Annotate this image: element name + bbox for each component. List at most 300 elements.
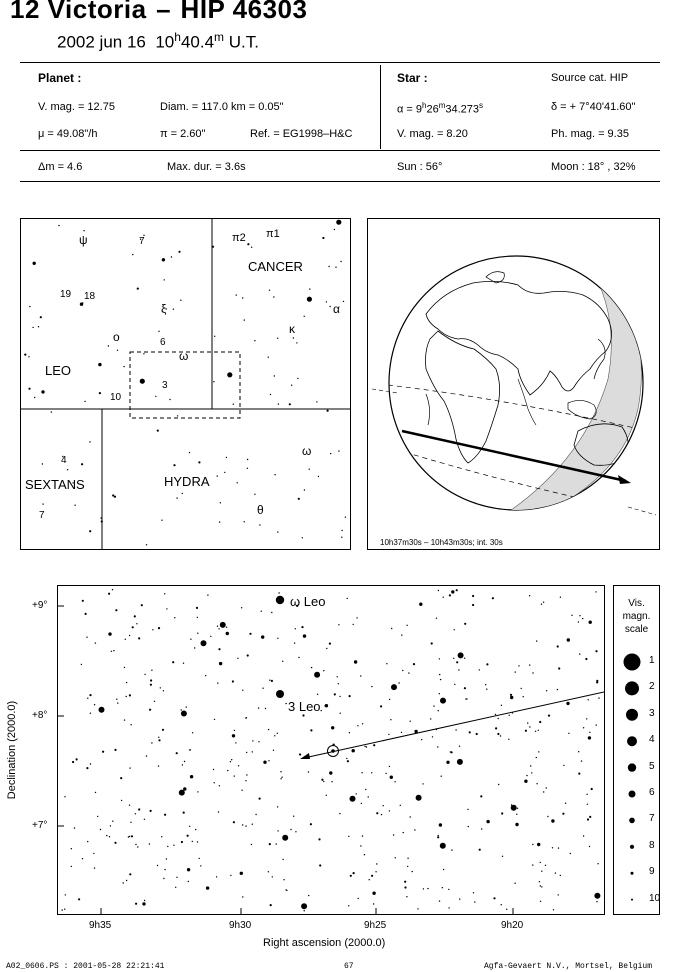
background-star <box>190 639 191 640</box>
background-star <box>152 629 153 630</box>
background-star <box>220 502 221 503</box>
background-star <box>381 814 382 815</box>
background-star <box>308 771 309 772</box>
background-star <box>309 288 310 289</box>
background-star <box>354 660 357 663</box>
background-star <box>532 844 533 845</box>
background-star <box>403 832 404 833</box>
background-star <box>459 898 460 899</box>
label-18-leo: 18 <box>84 291 96 302</box>
background-star <box>123 366 124 367</box>
background-star <box>571 615 572 616</box>
background-star <box>529 664 530 665</box>
background-star <box>510 694 512 696</box>
y-axis-label: Declination (2000.0) <box>6 700 18 800</box>
background-star <box>162 729 164 731</box>
background-star <box>541 886 542 887</box>
background-star <box>501 904 502 905</box>
background-star <box>176 497 177 498</box>
background-star <box>401 634 402 635</box>
background-star <box>150 679 152 681</box>
background-star <box>245 780 246 781</box>
background-star <box>552 847 553 848</box>
background-star <box>158 627 160 629</box>
background-star <box>360 675 361 676</box>
asteroid-name: 12 Victoria <box>10 0 147 24</box>
background-star <box>543 602 544 603</box>
background-star <box>406 896 407 897</box>
background-star <box>307 297 312 302</box>
background-star <box>259 524 260 525</box>
background-star <box>356 617 357 618</box>
background-star <box>64 909 65 910</box>
background-star <box>495 727 497 729</box>
background-star <box>557 645 559 647</box>
background-star <box>548 715 550 717</box>
background-star <box>235 742 236 743</box>
background-star <box>430 718 431 719</box>
background-star <box>146 544 147 545</box>
background-star <box>89 441 90 442</box>
background-star <box>493 897 495 899</box>
background-star <box>117 702 118 703</box>
background-star <box>335 267 336 268</box>
background-star <box>71 848 72 849</box>
mag-dot-5 <box>628 763 636 771</box>
label-4-sex: 4 <box>61 455 67 466</box>
background-star <box>326 301 327 302</box>
background-star <box>340 713 341 714</box>
background-star <box>206 886 209 889</box>
background-star <box>150 810 152 812</box>
background-star <box>82 302 83 303</box>
background-star <box>158 737 159 738</box>
background-star <box>373 903 374 904</box>
background-star <box>588 699 589 700</box>
background-star <box>182 493 183 494</box>
background-star <box>589 621 592 624</box>
background-star <box>427 888 428 889</box>
background-star <box>538 751 539 752</box>
background-star <box>220 622 226 628</box>
mag-dot-7 <box>629 818 635 824</box>
background-star <box>113 650 114 651</box>
background-star <box>132 626 134 628</box>
background-star <box>321 779 323 781</box>
path-limit-south-ext <box>628 507 656 515</box>
label-omega-leo: ω <box>179 349 189 363</box>
background-star <box>329 643 331 645</box>
background-star <box>586 718 587 719</box>
background-star <box>246 752 247 753</box>
background-star <box>348 905 349 906</box>
background-star <box>178 251 180 253</box>
background-star <box>597 863 598 864</box>
background-star <box>498 718 499 719</box>
background-star <box>365 789 366 790</box>
background-star <box>440 843 446 849</box>
background-star <box>158 331 159 332</box>
background-star <box>451 751 453 753</box>
background-star <box>318 476 319 477</box>
background-star <box>277 638 278 639</box>
background-star <box>578 751 579 752</box>
background-star <box>216 876 217 877</box>
background-star <box>416 795 422 801</box>
background-star <box>562 813 564 815</box>
background-star <box>205 675 206 676</box>
background-star <box>568 733 569 734</box>
background-star <box>361 772 362 773</box>
mag-label-10: 10 <box>649 892 661 904</box>
label-7-leo: 7 <box>139 236 145 247</box>
label-xi-leo: ξ <box>161 302 167 316</box>
mag-label-5: 5 <box>649 760 655 772</box>
background-star <box>310 729 312 731</box>
background-star <box>540 862 541 863</box>
background-star <box>268 357 269 358</box>
background-star <box>76 758 78 760</box>
background-star <box>289 403 291 405</box>
star-designation: HIP 46303 <box>180 0 308 24</box>
mag-scale-svg <box>614 586 659 914</box>
background-star <box>201 640 207 646</box>
background-star <box>218 628 219 629</box>
background-star <box>258 707 259 708</box>
background-star <box>376 863 377 864</box>
background-star <box>304 489 305 490</box>
background-star <box>114 842 116 844</box>
background-star <box>210 636 211 637</box>
background-star <box>458 652 464 658</box>
mag-dot-3 <box>626 709 638 721</box>
background-star <box>166 608 167 609</box>
background-star <box>144 900 145 901</box>
background-star <box>567 638 570 641</box>
background-star <box>558 847 559 848</box>
background-star <box>164 279 165 280</box>
background-star <box>213 381 214 382</box>
background-star <box>591 788 593 790</box>
background-star <box>259 798 261 800</box>
background-star <box>431 642 433 644</box>
background-star <box>501 705 502 706</box>
background-star <box>197 617 198 618</box>
event-hour: 10 <box>155 32 175 52</box>
label-3-leo-chart: 3 Leo <box>288 699 321 714</box>
background-star <box>587 804 588 805</box>
background-star <box>543 791 544 792</box>
planet-motion: μ = 49.08"/h <box>38 128 98 140</box>
background-star <box>95 642 96 643</box>
background-star <box>570 853 571 854</box>
background-star <box>64 796 65 797</box>
background-star <box>360 845 361 846</box>
background-star <box>525 730 527 732</box>
background-star <box>551 819 554 822</box>
label-omega-hya: ω <box>302 444 312 458</box>
background-star <box>598 697 599 698</box>
background-star <box>42 503 43 504</box>
background-star <box>94 704 95 705</box>
background-star <box>176 752 178 754</box>
mag-scale-title-2: magn. <box>622 611 651 622</box>
background-star <box>302 537 303 538</box>
background-star <box>582 618 583 619</box>
star-right-ascension <box>397 101 483 116</box>
background-star <box>469 731 471 733</box>
background-star <box>176 877 177 878</box>
planet-diameter: Diam. = 117.0 km = 0.05" <box>160 101 284 113</box>
mag-dot-4 <box>627 736 637 746</box>
background-star <box>131 835 133 837</box>
background-star <box>362 835 363 836</box>
background-star <box>539 721 541 723</box>
background-star <box>339 696 340 697</box>
background-star <box>41 390 44 393</box>
background-star <box>372 892 375 895</box>
background-star <box>439 693 440 694</box>
background-star <box>230 761 231 762</box>
star-omega-leo <box>276 596 284 604</box>
background-star <box>291 385 292 386</box>
background-star <box>270 904 272 906</box>
background-star <box>440 679 441 680</box>
background-star <box>285 889 286 890</box>
background-star <box>150 684 152 686</box>
background-star <box>234 775 235 776</box>
background-star <box>137 846 138 847</box>
background-star <box>32 327 33 328</box>
background-star <box>439 823 442 826</box>
background-star <box>106 835 107 836</box>
background-star <box>578 621 579 622</box>
background-star <box>129 767 130 768</box>
background-star <box>277 733 278 734</box>
background-star <box>169 399 170 400</box>
label-19-leo: 19 <box>60 289 72 300</box>
background-star <box>112 494 114 496</box>
background-star <box>361 803 362 804</box>
moon-info: Moon : 18° , 32% <box>551 161 636 173</box>
background-star <box>340 261 341 262</box>
background-star <box>515 823 518 826</box>
dec-tick-9: +9° <box>32 600 48 611</box>
background-star <box>184 761 185 762</box>
background-star <box>410 816 411 817</box>
background-star <box>373 744 375 746</box>
background-star <box>413 663 415 665</box>
track-arrowhead <box>300 753 310 759</box>
background-star <box>546 690 547 691</box>
background-star <box>277 830 278 831</box>
background-star <box>390 776 393 779</box>
background-star <box>579 653 580 654</box>
background-star <box>99 392 101 394</box>
label-3-leo: 3 <box>162 380 168 391</box>
background-star <box>277 531 278 532</box>
mag-dot-10 <box>631 899 633 901</box>
star-vmag: V. mag. = 8.20 <box>397 128 468 140</box>
background-star <box>316 401 317 402</box>
background-star <box>231 759 232 760</box>
mag-label-3: 3 <box>649 707 655 719</box>
mag-scale-title-3: scale <box>624 624 649 635</box>
label-leo: LEO <box>45 363 72 378</box>
background-star <box>302 714 304 716</box>
background-star <box>85 613 87 615</box>
background-star <box>326 648 327 649</box>
background-star <box>154 701 155 702</box>
background-star <box>171 256 172 257</box>
background-star <box>269 290 270 291</box>
background-star <box>129 873 131 875</box>
background-star <box>271 612 272 613</box>
mag-label-4: 4 <box>649 734 655 746</box>
background-star <box>538 730 539 731</box>
x-axis-label: Right ascension (2000.0) <box>263 937 386 949</box>
background-star <box>518 665 519 666</box>
background-star <box>536 783 537 784</box>
ra-tick-920: 9h20 <box>501 920 524 931</box>
background-star <box>353 872 355 874</box>
background-star <box>230 875 231 876</box>
background-star <box>219 521 220 522</box>
background-star <box>151 742 152 743</box>
background-star <box>406 625 407 626</box>
background-star <box>565 803 566 804</box>
background-star <box>188 881 189 882</box>
background-star <box>407 866 408 867</box>
background-star <box>383 805 384 806</box>
background-star <box>443 869 444 870</box>
background-star <box>557 689 558 690</box>
background-star <box>329 771 332 774</box>
background-star <box>456 661 458 663</box>
background-star <box>511 805 517 811</box>
background-star <box>252 740 253 741</box>
background-star <box>283 879 284 880</box>
background-star <box>330 453 331 454</box>
background-star <box>174 617 175 618</box>
background-star <box>337 676 338 677</box>
background-star <box>323 781 324 782</box>
background-star <box>529 595 530 596</box>
background-star <box>217 475 218 476</box>
background-star <box>261 611 262 612</box>
background-star <box>135 903 137 905</box>
background-star <box>166 858 167 859</box>
background-star <box>144 674 145 675</box>
background-star <box>93 853 94 854</box>
background-star <box>141 604 143 606</box>
background-star <box>516 814 517 815</box>
background-star <box>311 667 312 668</box>
background-star <box>547 816 548 817</box>
path-arrowhead <box>618 475 631 484</box>
background-star <box>433 705 434 706</box>
background-star <box>183 812 185 814</box>
hour-unit: h <box>174 30 181 44</box>
background-star <box>530 765 531 766</box>
background-star <box>157 865 158 866</box>
background-star <box>389 810 390 811</box>
background-star <box>233 821 235 823</box>
planet-parallax: π = 2.60" <box>160 128 206 140</box>
background-star <box>51 411 52 412</box>
background-star <box>108 632 111 635</box>
background-star <box>40 316 42 318</box>
background-star <box>322 237 324 239</box>
background-star <box>595 650 597 652</box>
background-star <box>182 764 183 765</box>
background-star <box>67 469 68 470</box>
background-star <box>502 856 503 857</box>
background-star <box>183 663 184 664</box>
background-star <box>453 658 454 659</box>
background-star <box>280 771 281 772</box>
background-star <box>436 618 437 619</box>
background-star <box>278 403 279 404</box>
background-star <box>42 463 43 464</box>
background-star <box>596 724 597 725</box>
asteroid-track <box>304 692 604 758</box>
background-star <box>146 755 147 756</box>
background-star <box>161 520 162 521</box>
label-10-leo: 10 <box>110 392 122 403</box>
background-star <box>258 741 259 742</box>
background-star <box>277 806 278 807</box>
background-star <box>308 895 309 896</box>
background-star <box>467 809 468 810</box>
background-star <box>594 893 600 899</box>
magnitude-scale <box>613 585 660 915</box>
star-source-catalog: Source cat. HIP <box>551 72 629 84</box>
background-star <box>353 624 354 625</box>
label-sextans: SEXTANS <box>25 477 85 492</box>
background-star <box>394 781 395 782</box>
background-star <box>589 816 591 818</box>
background-star <box>352 749 355 752</box>
background-star <box>455 729 456 730</box>
background-star <box>326 795 327 796</box>
label-psi-leo: ψ <box>79 233 88 247</box>
background-star <box>457 759 463 765</box>
background-star <box>137 288 139 290</box>
background-star <box>402 670 403 671</box>
background-star <box>247 459 248 460</box>
background-star <box>268 729 269 730</box>
background-star <box>263 761 266 764</box>
star-declination: δ = + 7°40'41.60" <box>551 101 636 113</box>
background-star <box>214 719 215 720</box>
background-star <box>121 800 122 801</box>
background-star <box>130 822 131 823</box>
background-star <box>197 791 198 792</box>
background-star <box>249 633 251 635</box>
background-star <box>391 684 397 690</box>
background-star <box>448 907 449 908</box>
background-star <box>164 869 165 870</box>
background-star <box>464 658 465 659</box>
mag-dot-2 <box>625 681 639 695</box>
background-star <box>369 879 370 880</box>
background-star <box>135 844 136 845</box>
background-star <box>541 604 542 605</box>
background-star <box>273 296 274 297</box>
mag-label-7: 7 <box>649 813 655 825</box>
background-star <box>24 354 26 356</box>
